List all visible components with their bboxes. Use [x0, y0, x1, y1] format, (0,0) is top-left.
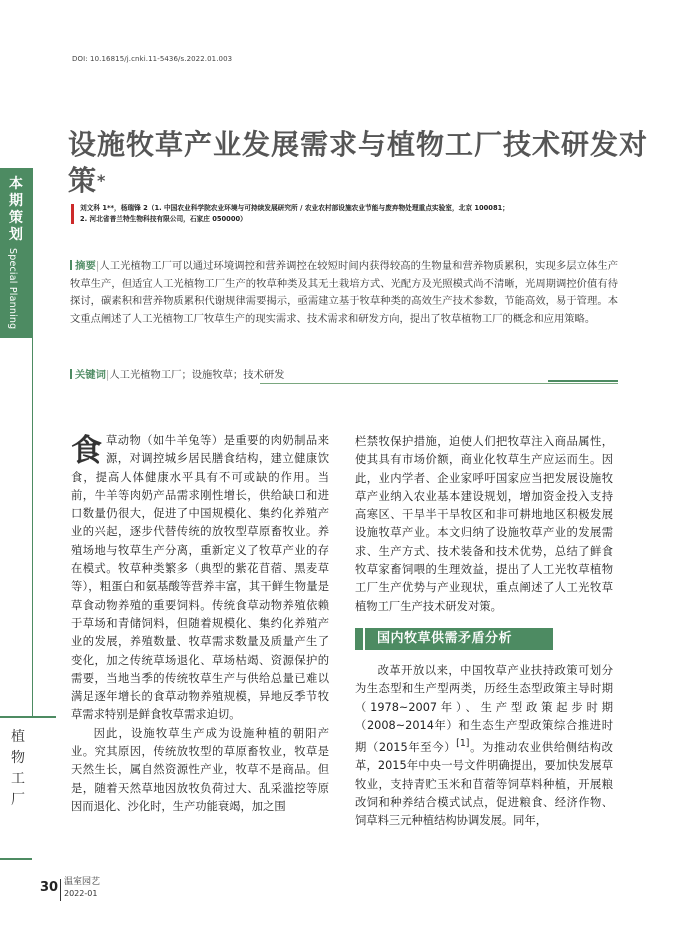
side-rule-bottom: [0, 716, 56, 718]
column-name-en: Special Planning: [7, 248, 18, 330]
abstract-label: 摘要: [75, 260, 96, 272]
doi-text: DOI: 10.16815/j.cnki.11-5436/s.2022.01.003: [72, 55, 233, 63]
keywords-separator: |: [105, 369, 110, 381]
article-title: [68, 127, 648, 199]
drop-cap: 食: [71, 433, 102, 469]
abstract-text: 人工光植物工厂可以通过环境调控和营养调控在较短时间内获得较高的生物量和营养物质累积，实现多层立体生产牧草生产，但适宜人工光植物工厂生产的牧草种类及其无土栽培方式、光配方及光照模式尚不清晰，光周期调控价值有待探讨，碳素积和营养物质累积代谢规律需要揭示，亟需建立基于牧草种类的高效生产技术参数，节能高效，易于管理。本文重点阐述了人工光植物工厂牧草生产的现实需求、技术需求和研发方向，提出了牧草植物工厂的概念和应用策略。: [70, 260, 619, 326]
paragraph-text: 改革开放以来，中国牧草产业扶持政策可划分为生态型和生产型两类，历经生态型政策主导时期（1978~2007年）、生产型政策起步时期（2008~2014年）和生态生产型政策综合推进时期（2015年至今）: [355, 663, 613, 754]
paragraph-text: 草动物（如牛羊兔等）是重要的肉奶制品来源，对调控城乡居民膳食结构，建立健康饮食，提高人体健康水平具有不可或缺的作用。当前，牛羊等肉奶产品需求刚性增长，供给缺口和进口数量仍很大，促进了中国规模化、集约化养殖产业的兴起，逐步代替传统的放牧型草原畜牧业。养殖场地与牧草生产分离，重新定义了牧草产业的存在模式。牧草种类繁多（典型的紫花苜蓿、黑麦草等），粗蛋白和氨基酸等营养丰富，其干鲜生物量是草食动物养殖的重要饲料。传统食草动物养殖依赖于草场和青储饲料，但随着规模化、集约化养殖产业的发展，养殖数量、牧草需求数量及质量产生了变化，加之传统草场退化、草场枯竭、资源保护的需要，当地当季的传统牧草生产与供给总量已难以满足逐年增长的食草动物养殖规模，异地反季节牧草需求特别是鲜食牧草需求迫切。: [71, 434, 329, 722]
body-paragraph: [71, 432, 329, 725]
body-column-left: [71, 432, 329, 816]
column-tab: [0, 168, 32, 338]
keywords-text: 人工光植物工厂；设施牧草；技术研发: [109, 369, 285, 381]
issue-label: 2022-01: [64, 889, 98, 898]
title-footnote-mark: *: [97, 171, 107, 190]
side-rule-footer: [0, 858, 32, 860]
category-label: 植物工厂: [11, 729, 25, 808]
keywords-label: 关键词: [75, 369, 106, 381]
magazine-name: 温室园艺: [64, 877, 101, 887]
body-paragraph: 栏禁牧保护措施，迫使人们把牧草注入商品属性，使其具有市场价额，商业化牧草生产应运而生。因此，业内学者、企业家呼吁国家应当把发展设施牧草产业纳入农业基本建设规划，增加资金投入支持高寒区、干旱半干旱牧区和非可耕地地区积极发展设施牧草产业。本文归纳了设施牧草产业的发展需求、生产方式、技术装备和技术优势，总结了鲜食牧草家畜饲喂的生理效益，提出了人工光牧草植物工厂生产优势与产业现状，重点阐述了人工光牧草植物工厂生产技术研发对策。: [355, 435, 613, 613]
abstract-marker: [70, 260, 72, 270]
side-rule: [32, 168, 33, 716]
abstract-separator: |: [95, 260, 100, 272]
body-paragraph: 因此，设施牧草生产成为设施种植的朝阳产业。究其原因，传统放牧型的草原畜牧业，牧草是天然生长，属自然资源性产业，牧草不是商品。但是，随着天然草地因放牧负荷过大、乱采滥挖等原因而退化、沙化时，生产功能衰竭，加之围: [71, 726, 329, 813]
author-line-2: 2. 河北省普兰特生物科技有限公司，石家庄 050000）: [80, 215, 247, 223]
author-line-1: 刘文科 1**，杨瑞锋 2（1. 中国农业科学院农业环境与可持续发展研究所 / 农业农村部设施农业节能与废弃物处理重点实验室，北京 100081；: [80, 204, 509, 212]
author-affiliations: [80, 203, 620, 225]
page-number: 30: [40, 880, 59, 895]
footer-divider: [60, 879, 61, 901]
title-text: 设施牧草产业发展需求与植物工厂技术研发对策: [68, 128, 649, 197]
keywords-rule: [260, 383, 618, 384]
abstract: [70, 258, 618, 329]
body-paragraph: [355, 662, 613, 830]
paragraph-text: 。为推动农业供给侧结构改革，2015年中央一号文件明确提出，要加快发展草牧业，支持青贮玉米和苜蓿等饲草料种植，开展粮改饲和种养结合模式试点，促进粮食、经济作物、饲草料三元种植结构协调发展。同年，: [355, 740, 613, 828]
section-heading-label: 国内牧草供需矛盾分析: [365, 628, 553, 650]
section-heading: [355, 628, 613, 650]
section-heading-bar: [355, 628, 363, 650]
author-accent-bar: [71, 204, 74, 224]
body-column-right: [355, 433, 613, 830]
keywords: [70, 366, 284, 381]
keywords-rule-accent: [548, 380, 618, 382]
keywords-marker: [70, 369, 72, 379]
column-name-cn: 本期策划: [9, 176, 23, 243]
citation-ref: [1]: [456, 738, 470, 750]
